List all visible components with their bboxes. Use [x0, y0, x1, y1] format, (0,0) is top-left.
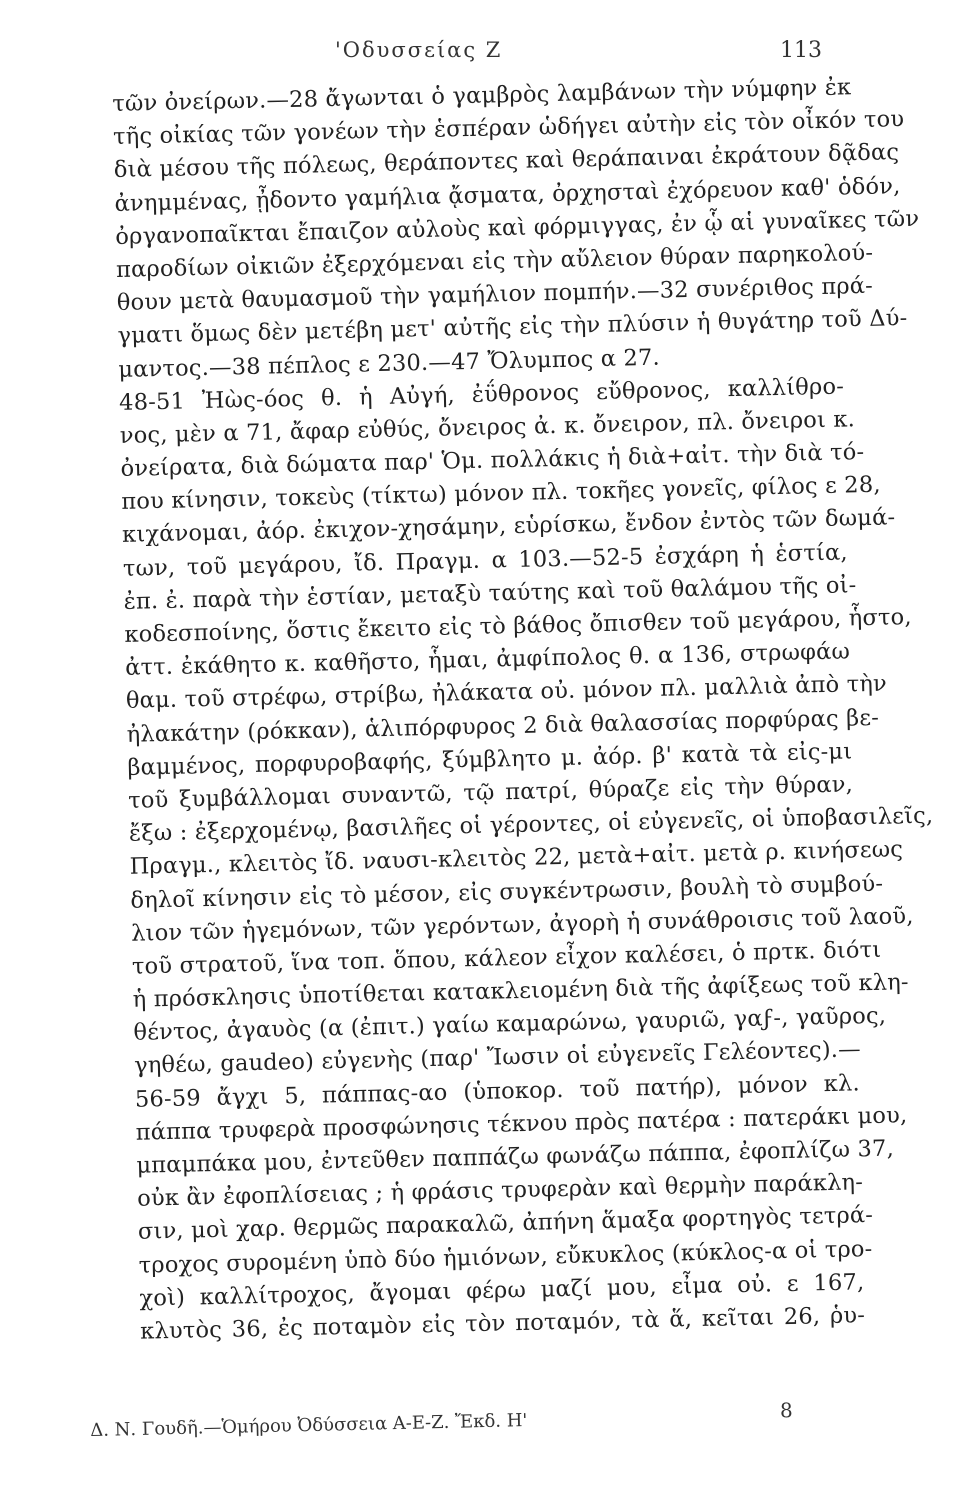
text-line: κιχάνομαι, ἀόρ. ἐκιχον-χησάμην, εὑρίσκω, ἔνδον ἐντὸς τῶν δωμά-: [121, 504, 896, 549]
text-line: ἀττ. ἐκάθητο κ. καθῆστο, ἧμαι, ἀμφίπολος θ. α 136, στρωφάω: [124, 638, 851, 682]
text-line: τοῦ στρατοῦ, ἵνα τοπ. ὅπου, κάλεον εἶχον καλέσει, ὁ πρτκ. διότι: [131, 936, 882, 980]
text-line: τῆς οἰκίας τῶν γονέων τὴν ἑσπέραν ὡδήγει αὐτὴν εἰς τὸν οἶκόν του: [112, 106, 905, 151]
text-line: των, τοῦ μεγάρου, ἴδ. Πραγμ. α 103.—52-5 ἐσχάρη ἡ ἑστία,: [122, 539, 849, 582]
text-line: 48-51 Ἠὼς-όος θ. ἡ Αὐγή, ἐΰθρονος εὔθρονος, καλλίθρο-: [118, 373, 845, 416]
text-line: κοδεσποίνης, ὅστις ἔκειτο εἰς τὸ βάθος ὄπισθεν τοῦ μεγάρου, ἧστο,: [124, 603, 913, 648]
text-line: Πραγμ., κλειτὸς ἴδ. ναυσι-κλειτὸς 22, μετὰ+αἰτ. μετὰ ρ. κινήσεως: [129, 836, 904, 881]
signature-mark: 8: [779, 1398, 793, 1423]
text-line: θέντος, ἀγαυὸς (α (ἐπιτ.) γαίω καμαρώνω, γαυριῶ, γαϝ-, γαῦρος,: [133, 1002, 887, 1047]
text-line: ἡ πρόσκλησις ὑποτίθεται κατακλειομένη διὰ τῆς ἀφίξεως τοῦ κλη-: [132, 969, 909, 1013]
text-line: σιν, μοὶ χαρ. θερμῶς παρακαλῶ, ἀπήνη ἅμαξα φορτηγὸς τετρά-: [137, 1202, 874, 1246]
text-line: βαμμένος, πορφυροβαφής, ξύμβλητο μ. ἀόρ. β' κατὰ τὰ εἰς-μι: [127, 738, 853, 781]
text-line: πάππα τρυφερὰ προσφώνησις τέκνου πρὸς πατέρα : πατεράκι μου,: [135, 1102, 908, 1146]
commentary-text: [112, 72, 934, 1349]
text-line: ὀργανοπαῖκται ἔπαιζον αὐλοὺς καὶ φόρμιγγας, ἐν ᾧ αἱ γυναῖκες τῶν: [115, 205, 920, 250]
text-line: μαντος.—38 πέπλος ε 230.—47 Ὄλυμπος α 27.: [118, 344, 661, 383]
text-line: ἔξω : ἐξερχομένῳ, βασιλῆες οἱ γέροντες, οἱ εὐγενεῖς, οἱ ὑποβασιλεῖς,: [128, 802, 934, 847]
text-line: 56-59 ἄγχι 5, πάππας-αο (ὑποκορ. τοῦ πατήρ), μόνον κλ.: [134, 1069, 861, 1113]
text-line: ὀνείρατα, διὰ δώματα παρ' Ὁμ. πολλάκις ἡ διὰ+αἰτ. τὴν διὰ τό-: [120, 439, 865, 482]
text-line: οὐκ ἂν ἐφοπλίσειας ; ἡ φράσις τρυφερὰν καὶ θερμὴν παράκλη-: [136, 1169, 864, 1212]
footer-imprint: Δ. Ν. Γουδῆ.—Ὁμήρου Ὀδύσσεια Α-Ε-Ζ. Ἔκδ. Η': [90, 1410, 528, 1441]
text-line: μπαμπάκα μου, ἐντεῦθεν παππάζω φωνάζω πάππα, ἐφοπλίζω 37,: [136, 1135, 895, 1179]
running-head: [0, 38, 961, 68]
text-line: ἀνημμένας, ᾖδοντο γαμήλια ᾄσματα, ὀρχησταὶ ἐχόρευον καθ' ὁδόν,: [114, 172, 901, 217]
page-number: 113: [780, 38, 822, 63]
text-line: τροχος συρομένη ὑπὸ δύο ἡμιόνων, εὔκυκλος (κύκλος-α οἱ τρο-: [138, 1235, 873, 1279]
running-title: 'Οδυσσείας Ζ: [335, 38, 503, 62]
text-line: θαμ. τοῦ στρέφω, στρίβω, ἠλάκατα οὐ. μόνον πλ. μαλλιὰ ἀπὸ τὴν: [125, 670, 888, 715]
text-line: γηθέω, gaudeo) εὐγενὴς (παρ' Ἴωσιν οἱ εὐγενεῖς Γελέοντες).—: [133, 1036, 862, 1080]
text-line: χοὶ) καλλίτροχος, ἄγομαι φέρω μαζί μου, εἶμα οὐ. ε 167,: [139, 1268, 865, 1312]
text-line: τῶν ὀνείρων.—28 ἄγωνται ὁ γαμβρὸς λαμβάνων τὴν νύμφην ἐκ: [112, 74, 852, 117]
text-line: τοῦ ξυμβάλλομαι συναντῶ, τῷ πατρί, θύραζε εἰς τὴν θύραν,: [127, 771, 854, 814]
text-line: ἐπ. ἐ. παρὰ τὴν ἑστίαν, μεταξὺ ταύτης καὶ τοῦ θαλάμου τῆς οἰ-: [123, 572, 857, 615]
page-footer: [90, 1398, 851, 1460]
text-line: κλυτὸς 36, ἐς ποταμὸν εἰς τὸν ποταμόν, τὰ ἅ, κεῖται 26, ῥυ-: [139, 1302, 866, 1345]
text-line: ἠλακάτην (ρόκκαν), ἁλιπόρφυρος 2 διὰ θαλασσίας πορφύρας βε-: [126, 704, 880, 748]
text-line: θουν μετὰ θαυμασμοῦ τὴν γαμήλιον πομπήν.—32 συνέριθος πρά-: [116, 272, 874, 317]
text-line: που κίνησιν, τοκεὺς (τίκτω) μόνον πλ. τοκῆες γονεῖς, φίλος ε 28,: [121, 471, 881, 516]
text-line: λιον τῶν ἡγεμόνων, τῶν γερόντων, ἀγορὴ ἡ συνάθροισις τοῦ λαοῦ,: [130, 902, 914, 947]
text-line: γματι ὅμως δὲν μετέβη μετ' αὐτῆς εἰς τὴν πλύσιν ἡ θυγάτηρ τοῦ Δύ-: [117, 305, 908, 350]
text-line: διὰ μέσου τῆς πόλεως, θεράποντες καὶ θεράπαιναι ἐκράτουν δᾷδας: [113, 139, 900, 184]
text-line: παροδίων οἰκιῶν ἐξερχόμεναι εἰς τὴν αὔλειον θύραν παρηκολού-: [115, 239, 874, 283]
text-line: δηλοῖ κίνησιν εἰς τὸ μέσον, εἰς συγκέντρωσιν, βουλὴ τὸ συμβού-: [130, 870, 884, 914]
text-line: νος, μὲν α 71, ἄφαρ εὐθύς, ὄνειρος ἀ. κ. ὄνειρον, πλ. ὄνειροι κ.: [119, 406, 856, 449]
